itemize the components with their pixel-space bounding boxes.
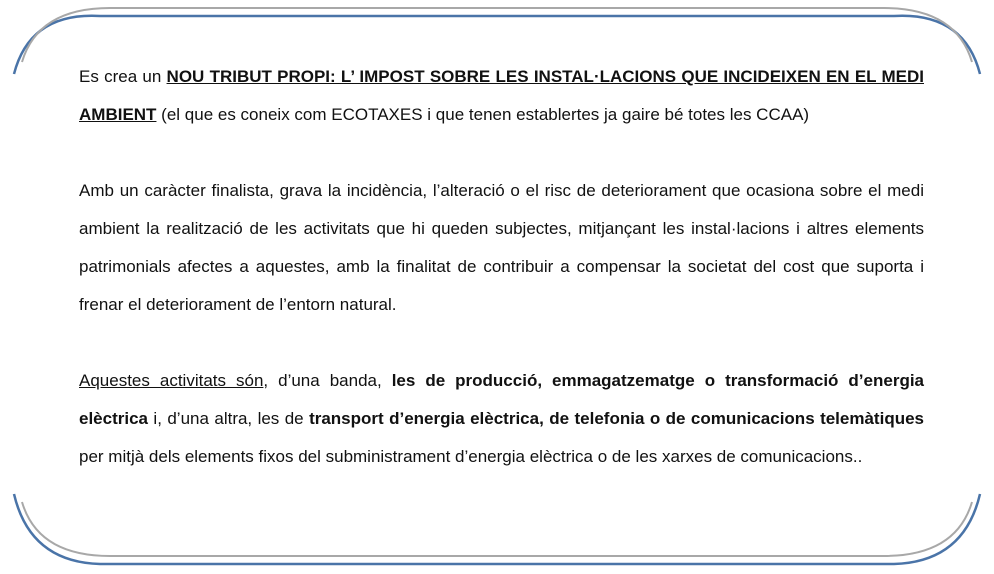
new-tax-title: NOU TRIBUT PROPI: L’ IMPOST SOBRE LES INSTAL·LACIONS QUE INCIDEIXEN EN EL MEDI AMBIENT bbox=[79, 67, 924, 124]
paragraph-activities bbox=[79, 362, 924, 476]
activities-text-3: per mitjà dels elements fixos del subministrament d’energia elèctrica o de les xarxes de comunicacions.. bbox=[79, 447, 863, 466]
paragraph-new-tax-rest: (el que es coneix com ECOTAXES i que tenen establertes ja gaire bé totes les CCAA) bbox=[156, 105, 810, 124]
frame-bottom-outer-line bbox=[14, 494, 980, 564]
paragraph-purpose bbox=[79, 172, 924, 324]
activities-heading: Aquestes activitats són bbox=[79, 371, 264, 390]
paragraph-purpose-text: Amb un caràcter finalista, grava la incidència, l’alteració o el risc de deteriorament que ocasiona sobre el medi ambient la realització de les activitats que hi queden subjectes, mitjançant les instal·lacions i altres elements patrimonials afectes a aquestes, amb la finalitat de contribuir a compensar la societat del cost que suporta i frenar el deteriorament de l’entorn natural. bbox=[79, 181, 924, 314]
frame-bottom-inner-line bbox=[22, 502, 972, 556]
paragraph-new-tax bbox=[79, 58, 924, 134]
activities-text-2: i, d’una altra, les de bbox=[148, 409, 310, 428]
text-body bbox=[79, 58, 924, 476]
activities-transport: transport d’energia elèctrica, de telefonia o de comunicacions telemàtiques bbox=[309, 409, 924, 428]
activities-text-1: , d’una banda, bbox=[263, 371, 392, 390]
activities-production: les de producció, emmagatzematge o transformació d’energia elèctrica bbox=[79, 371, 925, 428]
paragraph-new-tax-intro: Es crea un bbox=[79, 67, 167, 86]
